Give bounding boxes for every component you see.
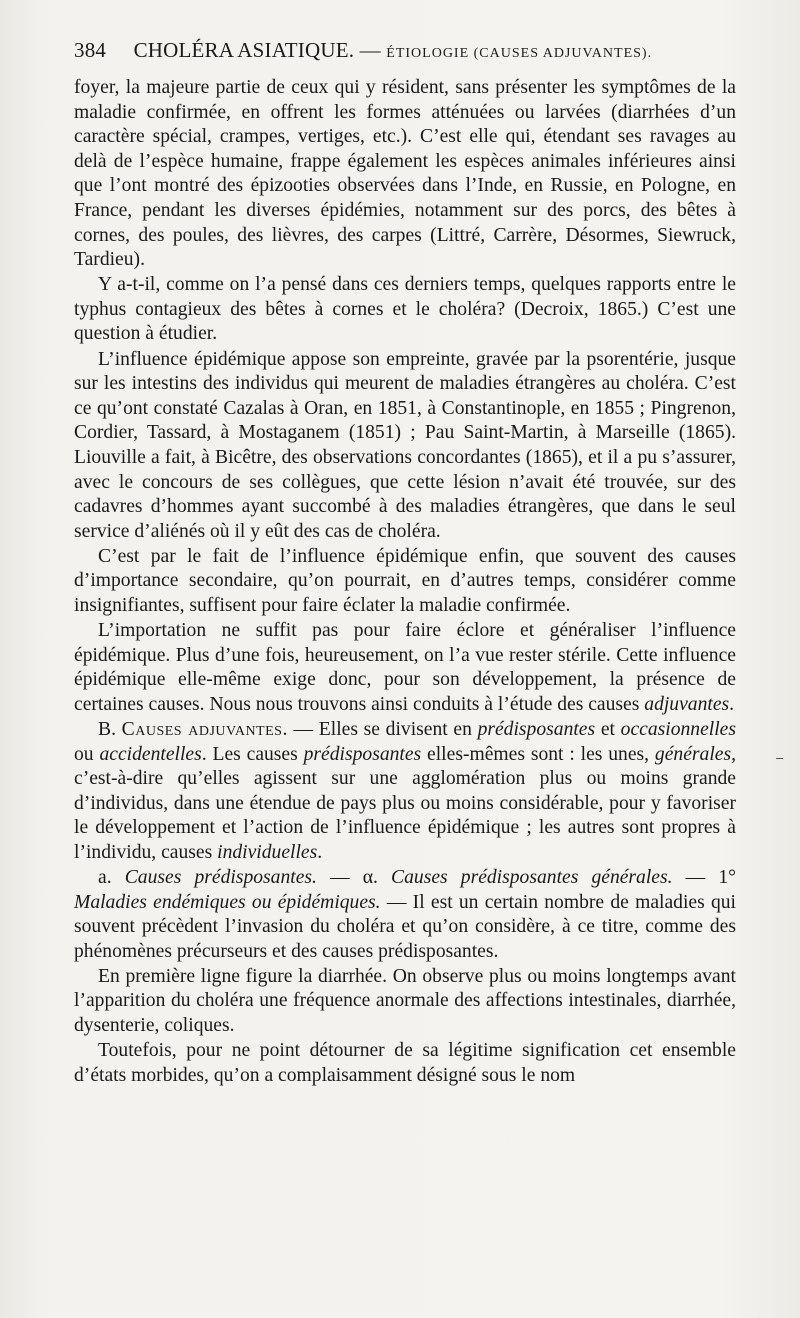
p6-h: . xyxy=(317,841,323,863)
p6-em6: individuelles xyxy=(217,841,318,863)
p6-f: elles-mêmes sont : les unes, xyxy=(427,743,650,765)
p6-em2: occasionnelles xyxy=(620,718,736,740)
paragraph-5 xyxy=(74,619,736,717)
p6-em3: accidentelles xyxy=(99,743,202,765)
p7-em2: Causes prédisposantes générales. xyxy=(391,867,673,888)
p6-b: — Elles se divisent en xyxy=(293,718,472,740)
p6-c: et xyxy=(600,718,615,740)
p5-end: . xyxy=(729,693,735,715)
p7-em1: Causes prédisposantes. xyxy=(124,867,317,888)
p7-d: — Il est un certain nombre de maladies qui souvent précèdent l’invasion du choléra et qu’on considère, à ce titre, comme des phénomènes précurseurs et des causes prédisposantes. xyxy=(74,891,737,962)
page-body xyxy=(74,76,736,1088)
p7-em3: Maladies endémiques ou épidémiques. xyxy=(74,891,381,913)
page-number: 384 xyxy=(74,38,107,62)
paragraph-8: En première ligne figure la diarrhée. On observe plus ou moins longtemps avant l’apparition du choléra une fréquence anormale des affections intestinales, diarrhée, dysenterie, coliques. xyxy=(74,965,736,1037)
p7-a: a. xyxy=(98,867,112,888)
p6-g: , c’est-à-dire qu’elles agissent sur une agglomération plus ou moins grande d’individus, dans une étendue de pays plus ou moins considérable, pour y favoriser le développement et l’action de l’influence épidémique ; les autres sont propres à l’individu, causes xyxy=(74,743,737,863)
p6-e: . Les causes xyxy=(201,743,298,765)
p6-d: ou xyxy=(74,743,94,765)
paragraph-4: C’est par le fait de l’influence épidémique enfin, que souvent des causes d’importance secondaire, qu’on pourrait, en d’autres temps, considérer comme insignifiantes, suffisent pour faire éclater la maladie confirmée. xyxy=(74,545,736,616)
p6-em4: prédisposantes xyxy=(303,743,422,765)
paragraph-3: L’influence épidémique appose son empreinte, gravée par la psorentérie, jusque sur les intestins des individus qui meurent de maladies étrangères au choléra. C’est ce qu’ont constaté Cazalas à Oran, en 1851, à Constantinople, en 1855 ; Pingrenon, Cordier, Tassard, à Mostaganem (1851) ; Pau Saint-Martin, à Marseille (1865). Liouville a fait, à Bicêtre, des observations concordantes (1865), et il a pu s’assurer, avec le concours de ses collègues, que cette lésion n’avait été trouvée, sur des cadavres d’hommes ayant succombé à des maladies étrangères, que dans le seul service d’aliénés où il y eût des cas de choléra. xyxy=(74,348,736,542)
p6-a: B. xyxy=(98,718,116,740)
paragraph-9: Toutefois, pour ne point détourner de sa légitime signification cet ensemble d’états morbides, qu’on a complaisamment désigné sous le nom xyxy=(74,1040,736,1086)
running-header xyxy=(74,38,734,63)
section-heading-causes-adjuvantes: Causes adjuvantes. xyxy=(121,718,288,740)
p6-em5: générales xyxy=(654,743,732,765)
paragraph-1: foyer, la majeure partie de ceux qui y résident, sans présenter les symptômes de la maladie confirmée, en offrent les formes atténuées ou larvées (diarrhées d’un caractère spécial, crampes, vertiges, etc.). C’est elle qui, étendant ses ravages au delà de l’espèce humaine, frappe également les espèces animales inférieures ainsi que l’ont montré des épizooties observées dans l’Inde, en Russie, en Pologne, en France, pendant les diverses épidémies, notamment sur des porcs, des bêtes à cornes, des poules, des lièvres, des carpes (Littré, Carrère, Désormes, Siewruck, Tardieu). xyxy=(74,77,736,271)
paragraph-6 xyxy=(74,718,736,866)
margin-mark xyxy=(776,758,783,759)
running-title: CHOLÉRA ASIATIQUE. xyxy=(133,38,355,62)
running-section: ÉTIOLOGIE (CAUSES ADJUVANTES). xyxy=(386,46,653,61)
p5-italic: adjuvantes xyxy=(644,693,730,715)
header-dash: — xyxy=(359,38,381,62)
p5-text: L’importation ne suffit pas pour faire éclore et généraliser l’influence épidémique. Plus d’une fois, heureusement, on l’a vue rester stérile. Cette influence épidémique elle-même exige donc, pour son développement, la présence de certaines causes. Nous nous trouvons ainsi conduits à l’étude des causes xyxy=(74,620,736,715)
p7-b: — α. xyxy=(330,867,378,888)
p7-c: — 1° xyxy=(685,867,736,888)
paragraph-7 xyxy=(74,866,736,964)
paragraph-2: Y a-t-il, comme on l’a pensé dans ces derniers temps, quelques rapports entre le typhus contagieux des bêtes à cornes et le choléra? (Decroix, 1865.) C’est une question à étudier. xyxy=(74,274,736,345)
p6-em1: prédisposantes xyxy=(477,718,596,740)
